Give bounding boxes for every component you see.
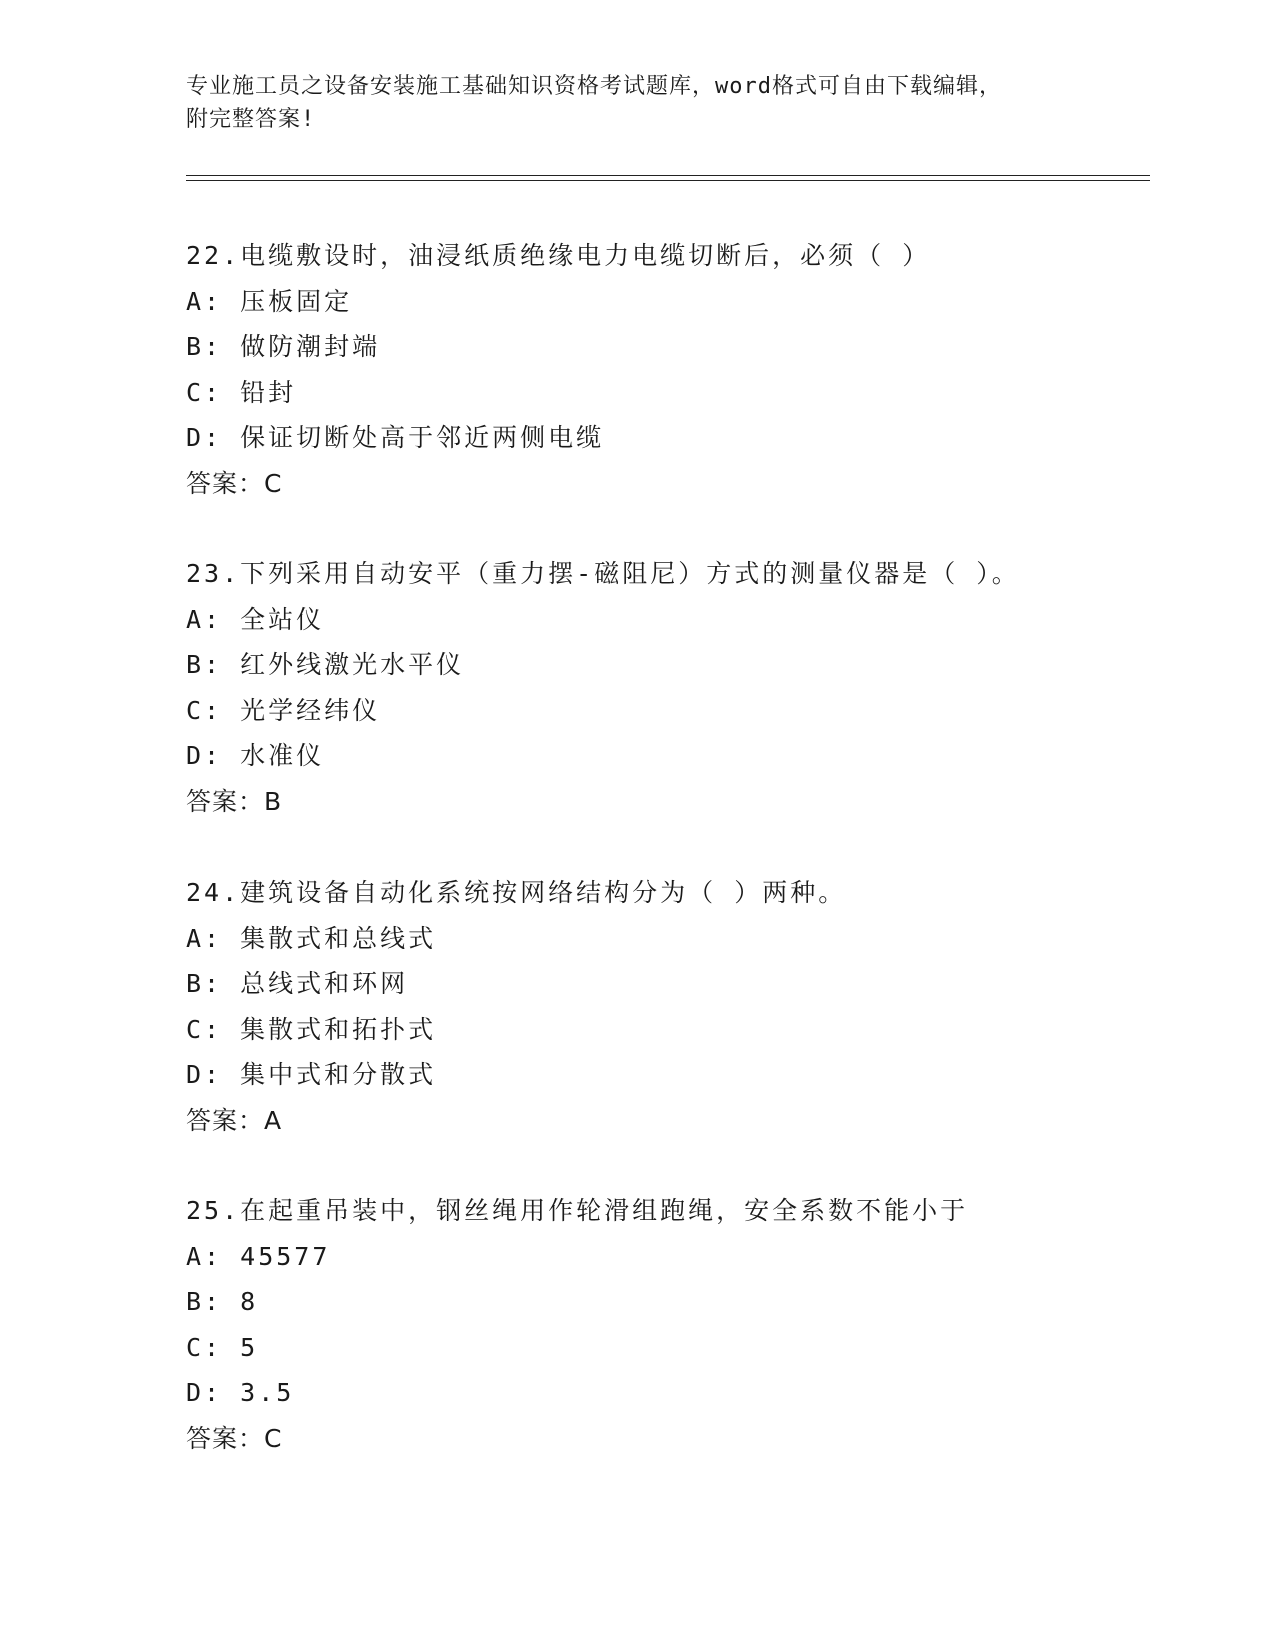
option-a: A: 45577 — [186, 1241, 331, 1271]
answer-line: 答案：A — [186, 1105, 283, 1135]
option-d: D: 水准仪 — [186, 741, 325, 770]
document-header — [186, 70, 1086, 136]
question-25 — [186, 1188, 1166, 1461]
option-a: A: 压板固定 — [186, 286, 353, 316]
question-24 — [186, 870, 1166, 1143]
option-d: D: 集中式和分散式 — [186, 1060, 437, 1089]
header-divider-bottom — [186, 180, 1150, 181]
option-d: D: 3.5 — [186, 1378, 295, 1407]
option-c: C: 5 — [186, 1332, 259, 1362]
question-stem: 22.电缆敷设时，油浸纸质绝缘电力电缆切断后，必须（ ） — [186, 241, 931, 270]
option-a: A: 全站仪 — [186, 604, 325, 634]
question-stem: 23.下列采用自动安平（重力摆-磁阻尼）方式的测量仪器是（ ）。 — [186, 559, 1020, 588]
answer-line: 答案：C — [186, 468, 283, 498]
answer-line: 答案：C — [186, 1423, 283, 1453]
option-d: D: 保证切断处高于邻近两侧电缆 — [186, 423, 605, 452]
option-b: B: 做防潮封端 — [186, 332, 381, 361]
header-divider-top — [186, 175, 1150, 176]
option-a: A: 集散式和总线式 — [186, 923, 437, 953]
option-b: B: 总线式和环网 — [186, 969, 409, 998]
option-c: C: 集散式和拓扑式 — [186, 1014, 437, 1044]
question-23 — [186, 551, 1166, 824]
option-c: C: 铅封 — [186, 377, 297, 407]
option-b: B: 红外线激光水平仪 — [186, 650, 465, 679]
question-stem: 25.在起重吊装中，钢丝绳用作轮滑组跑绳，安全系数不能小于 — [186, 1196, 969, 1225]
option-c: C: 光学经纬仪 — [186, 695, 381, 725]
answer-line: 答案：B — [186, 786, 283, 816]
header-line-1: 专业施工员之设备安装施工基础知识资格考试题库，word格式可自由下载编辑， — [186, 74, 1002, 99]
option-b: B: 8 — [186, 1287, 259, 1316]
header-line-2: 附完整答案! — [186, 107, 316, 132]
question-22 — [186, 233, 1166, 506]
question-stem: 24.建筑设备自动化系统按网络结构分为（ ）两种。 — [186, 878, 847, 907]
